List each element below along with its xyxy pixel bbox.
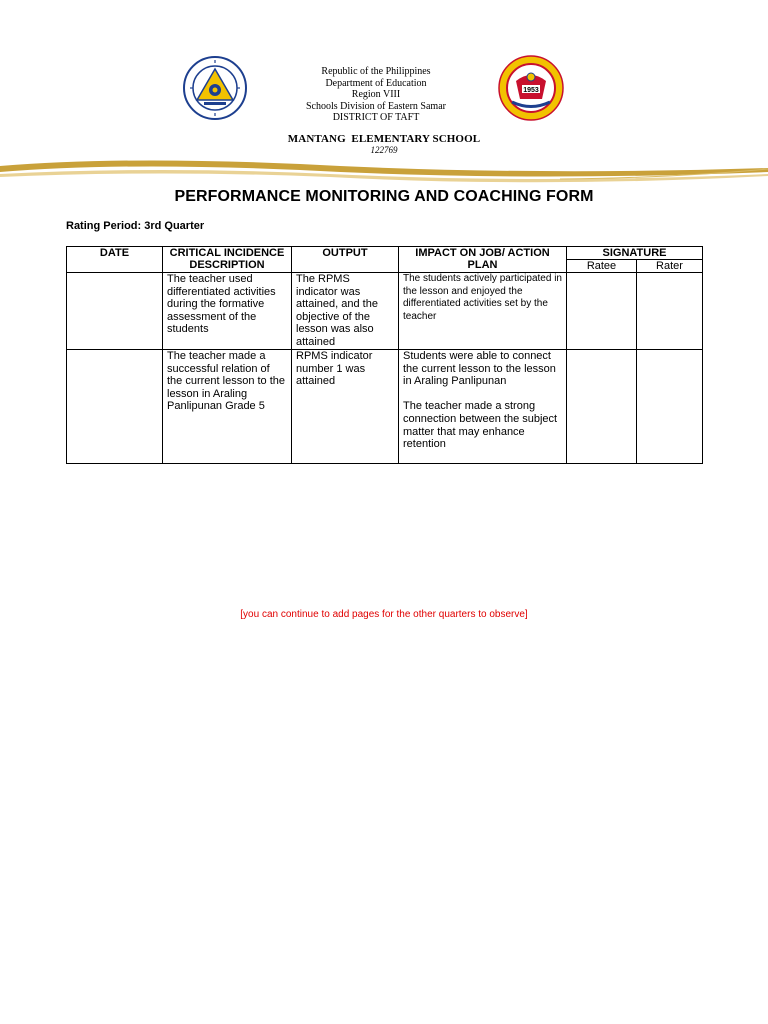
header-line-district: DISTRICT OF TAFT (332, 112, 420, 124)
division-seal-logo (182, 56, 248, 120)
school-seal-logo (498, 55, 564, 121)
header-line-region: Region VIII (351, 89, 401, 101)
cell-ratee-signature (567, 273, 637, 350)
header-output: OUTPUT (292, 247, 399, 273)
coaching-table (66, 246, 703, 464)
header-line-deped: Department of Education (325, 77, 427, 89)
rating-period: Rating Period: 3rd Quarter (66, 220, 205, 232)
header-line-republic: Republic of the Philippines (321, 66, 431, 77)
footer-note: [you can continue to add pages for the other quarters to observe] (240, 609, 528, 620)
cell-rater-signature (637, 350, 703, 464)
cell-critical: The teacher used differentiated activities during the formative assessment of the students (163, 273, 292, 350)
cell-impact: Students were able to connect the current lesson to the lesson in Araling Panlipunan The teacher made a strong connection between the subject matter that may enhance retention (399, 350, 567, 464)
school-id: 122769 (370, 145, 398, 155)
cell-date (67, 273, 163, 350)
school-seal-year: 1953 (523, 87, 539, 94)
cell-date (67, 350, 163, 464)
cell-impact: The students actively participated in the lesson and enjoyed the differentiated activities set by the teacher (399, 273, 567, 350)
header-swoosh-divider (0, 152, 768, 192)
header-signature: SIGNATURE (567, 247, 703, 260)
header-line-division: Schools Division of Eastern Samar (306, 100, 446, 112)
school-name: MANTANG ELEMENTARY SCHOOL (287, 133, 481, 145)
cell-output: RPMS indicator number 1 was attained (292, 350, 399, 464)
header-ratee: Ratee (567, 260, 637, 273)
cell-output: The RPMS indicator was attained, and the objective of the lesson was also attained (292, 273, 399, 350)
cell-ratee-signature (567, 350, 637, 464)
table-row (67, 350, 703, 464)
cell-rater-signature (637, 273, 703, 350)
header-critical-incidence: CRITICAL INCIDENCE DESCRIPTION (163, 247, 292, 273)
header-block (284, 66, 468, 124)
cell-critical: The teacher made a successful relation of the current lesson to the lesson in Araling Panlipunan Grade 5 (163, 350, 292, 464)
table-row (67, 273, 703, 350)
header-rater: Rater (637, 260, 703, 273)
header-impact: IMPACT ON JOB/ ACTION PLAN (399, 247, 567, 273)
header-date: DATE (67, 247, 163, 273)
form-title: PERFORMANCE MONITORING AND COACHING FORM (174, 188, 594, 205)
